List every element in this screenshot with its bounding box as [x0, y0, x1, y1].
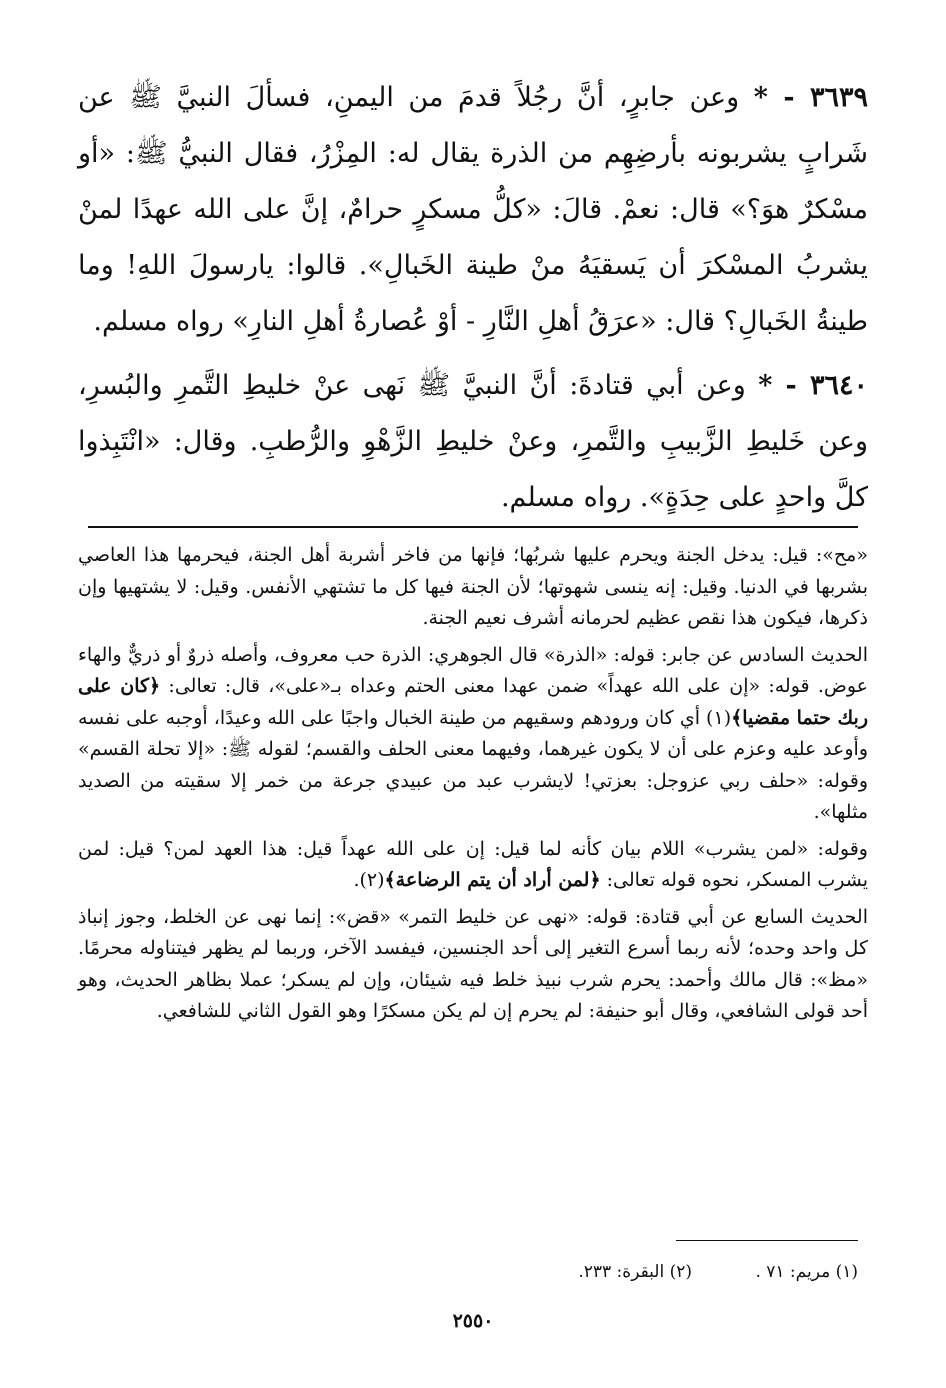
- footnotes: [520, 1262, 858, 1282]
- commentary-paragraph: الحديث السابع عن أبي قتادة: قوله: «نهى عن خليط التمر» «قض»: إنما نهى عن الخلط، وجوز إنباذ كل واحد وحده؛ لأنه ربما أسرع التغير إلى أحد الجنسين، فيفسد الآخر، وربما لم يظهر فيتناوله محرمًا. «مظ»: قال مالك وأحمد: يحرم شرب نبيذ خلط فيه شيئان، وإن لم يسكر؛ عملا بظاهر الحديث، وهو أحد قولى الشافعي، وقال أبو حنيفة: لم يحرم إن لم يكن مسكرًا وهو القول الثاني للشافعي.: [78, 905, 868, 1022]
- commentary-section: [78, 540, 868, 1033]
- page-number: ٢٥٥٠: [452, 1310, 494, 1332]
- hadith-text: وعن جابرٍ، أنَّ رجُلاً قدمَ من اليمنِ، فسألَ النبيَّ ﷺ عن شَرابٍ يشربونه بأرضِهِم من الذرة يقال له: المِزْرُ، فقال النبيُّ ﷺ: «أو مسْكرٌ هوَ؟» قال: نعمْ. قالَ: «كلُّ مسكرٍ حرامٌ، إنَّ على الله عهدًا لمنْ يشربُ المسْكرَ أن يَسقيَهُ منْ طينة الخَبالِ». قالوا: يارسولَ اللهِ! وما طينةُ الخَبالِ؟ قال: «عرَقُ أهلِ النَّارِ - أوْ عُصارةُ أهلِ النارِ» رواه مسلم.: [78, 82, 868, 337]
- commentary-paragraph: [78, 834, 868, 897]
- hadith-3639: [78, 70, 868, 350]
- commentary-text: وقوله: «لمن يشرب» اللام بيان كأنه لما قيل: إن على الله عهداً قيل: هذا العهد لمن؟ قيل: لمن يشرب المسكر، نحوه قوله تعالى:: [78, 837, 868, 891]
- hadith-section: [78, 70, 868, 534]
- footnote-1: (١) مريم: ٧١ .: [755, 1262, 858, 1282]
- quran-quote: ﴿كان على ربك حتما مقضيا﴾: [78, 675, 868, 729]
- quran-quote: ﴿لمن أراد أن يتم الرضاعة﴾: [384, 869, 601, 891]
- commentary-text: (١) أي كان ورودهم وسقيهم من طينة الخبال واجبًا على الله وعيدًا، أوجبه على نفسه وأوعد عليه وعزم على أن لا يكون غيرهما، وفيهما معنى الحلف والقسم؛ لقوله ﷺ: «إلا تحلة القسم» وقوله: «حلف ربي عزوجل: بعزتي! لايشرب عبد من عبيدي جرعة من خمر إلا سقيته من الصديد مثلها».: [78, 706, 868, 823]
- commentary-paragraph: [78, 640, 868, 829]
- hadith-number: ٣٦٤٠ - *: [758, 370, 868, 401]
- commentary-paragraph: «مح»: قيل: يدخل الجنة ويحرم عليها شربُها؛ فإنها من فاخر أشربة أهل الجنة، فيحرمها هذا العاصي بشربها في الدنيا. وقيل: إنه ينسى شهوتها؛ لأن الجنة فيها كل ما تشتهي الأنفس. وقيل: لا يشتهيها وإن ذكرها، فيكون هذا نقص عظيم لحرمانه أشرف نعيم الجنة.: [78, 544, 868, 629]
- section-divider: [88, 526, 858, 528]
- footnote-divider: [676, 1240, 858, 1241]
- commentary-text: (٢).: [353, 869, 385, 891]
- hadith-number: ٣٦٣٩ - *: [753, 82, 868, 113]
- commentary-text: الحديث السادس عن جابر: قوله: «الذرة» قال الجوهري: الذرة حب معروف، وأصله ذروٌ أو ذريٌّ والهاء عوض. قوله: «إن على الله عهداً» ضمن عهدا معنى الحتم وعداه بـ«على»، قال: تعالى:: [78, 643, 869, 697]
- hadith-text: وعن أبي قتادةَ: أنَّ النبيَّ ﷺ نَهى عنْ خليطِ التَّمرِ والبُسرِ، وعن خَليطِ الزَّبيبِ والتَّمرِ، وعنْ خليطِ الزَّهْوِ والرُّطبِ. وقال: «انْتَبِذوا كلَّ واحدٍ على حِدَةٍ». رواه مسلم.: [78, 370, 868, 513]
- hadith-3640: [78, 358, 868, 526]
- footnote-2: (٢) البقرة: ٢٣٣.: [578, 1262, 693, 1282]
